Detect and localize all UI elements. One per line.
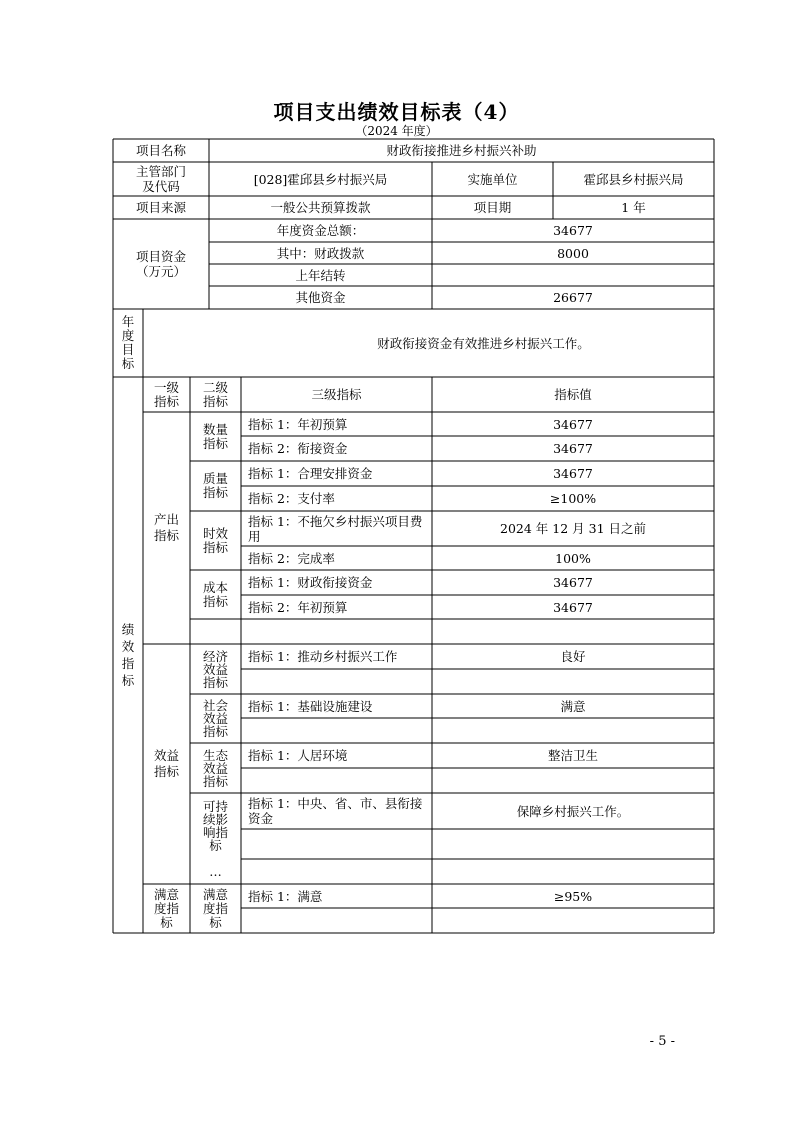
header-level1: 一级指标	[153, 379, 179, 409]
indicator-text: 指标 1：合理安排资金	[248, 466, 373, 481]
indicator-text: 指标 2：年初预算	[248, 599, 348, 615]
indicator-value: 34677	[553, 466, 593, 481]
economic-indicator-label: 经济效益指标	[202, 648, 228, 690]
indicator-text: 指标 2：衔接资金	[248, 441, 348, 456]
funds-label: 项目资金（万元）	[135, 249, 186, 279]
indicator-value: 34677	[553, 599, 593, 615]
header-level2: 二级指标	[202, 379, 228, 409]
period-label: 项目期	[473, 200, 512, 215]
indicator-value: 满意	[560, 698, 586, 714]
funds-other-value: 26677	[553, 290, 593, 305]
indicator-text: 指标 1：不拖欠乡村振兴项目费用	[248, 513, 423, 544]
indicator-value: 34677	[553, 575, 593, 590]
quantity-indicator-label: 数量指标	[202, 421, 228, 451]
indicator-value: 34677	[553, 416, 593, 432]
funds-fiscal-label: 其中：财政拨款	[276, 245, 365, 261]
indicator-value: 整洁卫生	[547, 748, 598, 763]
funds-other-label: 其他资金	[295, 290, 346, 305]
indicator-text: 指标 1：人居环境	[248, 748, 348, 763]
funds-total-label: 年度资金总额：	[276, 223, 365, 238]
annual-goal-value: 财政衔接资金有效推进乡村振兴工作。	[377, 335, 590, 351]
page-title: 项目支出绩效目标表（4）	[273, 100, 520, 124]
eco-indicator-label: 生态效益指标	[202, 747, 228, 789]
timeliness-indicator-label: 时效指标	[202, 525, 228, 555]
indicator-text: 指标 1：满意	[248, 888, 323, 904]
satisfaction-sub-label: 满意度指标	[202, 886, 228, 930]
satisfaction-indicator-label: 满意度指标	[153, 886, 179, 930]
indicator-text: 指标 1：基础设施建设	[248, 698, 373, 714]
indicator-text: 指标 1：中央、省、市、县衔接资金	[248, 796, 423, 826]
page-number: - 5 -	[649, 1034, 675, 1049]
impl-unit-label: 实施单位	[467, 171, 518, 187]
funds-carryover-label: 上年结转	[295, 267, 346, 283]
indicator-value: ≥100%	[549, 491, 597, 506]
period-value: 1 年	[621, 200, 646, 215]
source-label: 项目来源	[135, 200, 186, 215]
quality-indicator-label: 质量指标	[202, 471, 228, 500]
indicator-text: 指标 1：推动乡村振兴工作	[248, 649, 398, 664]
ellipsis: …	[209, 864, 222, 879]
header-value: 指标值	[554, 387, 592, 402]
indicator-value: 2024 年 12 月 31 日之前	[500, 521, 646, 536]
header-level3: 三级指标	[311, 387, 362, 402]
funds-carryover-value	[432, 264, 714, 286]
output-indicator-label: 产出指标	[153, 512, 179, 543]
annual-goal-label: 年度目标	[121, 314, 135, 371]
project-name-label: 项目名称	[135, 143, 186, 158]
impl-unit-value: 霍邱县乡村振兴局	[583, 171, 684, 187]
dept-value: [028]霍邱县乡村振兴局	[253, 171, 388, 187]
sustain-indicator-label: 可持续影响指标	[202, 799, 228, 853]
social-indicator-label: 社会效益指标	[202, 698, 228, 739]
year-subtitle: （2024 年度）	[355, 124, 438, 138]
indicator-text: 指标 2：支付率	[248, 491, 335, 506]
cost-indicator-label: 成本指标	[202, 579, 228, 609]
benefit-indicator-label: 效益指标	[153, 748, 179, 779]
perf-label: 绩效指标	[121, 622, 135, 688]
indicator-value: ≥95%	[553, 888, 593, 904]
project-name-value: 财政衔接推进乡村振兴补助	[386, 143, 537, 158]
indicator-value: 100%	[555, 550, 591, 566]
indicator-value: 保障乡村振兴工作。	[516, 803, 630, 819]
indicator-text: 指标 1：年初预算	[248, 416, 348, 432]
indicator-text: 指标 1：财政衔接资金	[248, 575, 373, 590]
indicator-value: 良好	[560, 649, 586, 664]
funds-fiscal-value: 8000	[557, 245, 589, 261]
dept-label: 主管部门及代码	[135, 164, 186, 194]
indicator-text: 指标 2：完成率	[248, 550, 335, 566]
source-value: 一般公共预算拨款	[270, 200, 371, 215]
funds-total-value: 34677	[553, 223, 593, 238]
indicator-value: 34677	[553, 441, 593, 456]
